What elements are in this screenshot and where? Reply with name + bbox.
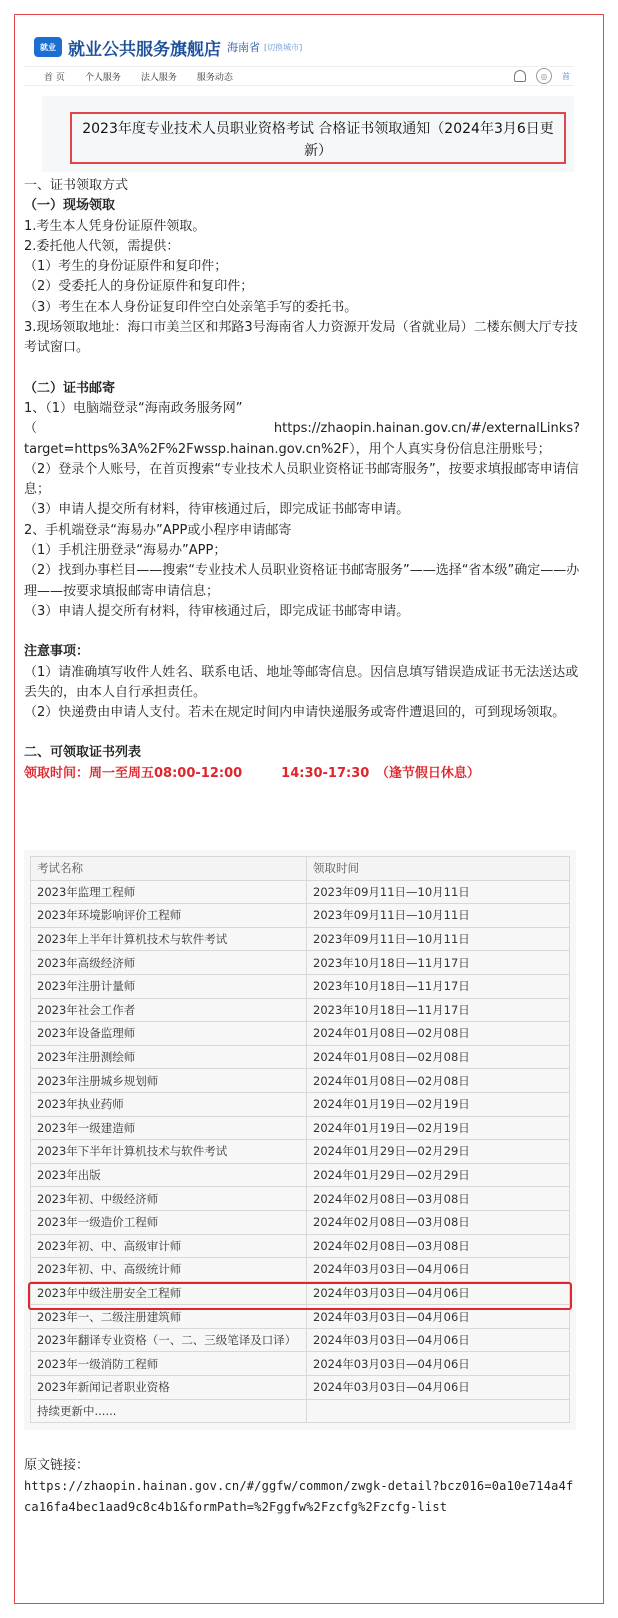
nav-home[interactable]: 首 页 [44,72,65,83]
exam-name-cell: 2023年注册计量师 [31,974,307,998]
pickup-time-cell: 2023年10月18日—11月17日 [307,974,570,998]
exam-name-cell: 2023年下半年计算机技术与软件考试 [31,1140,307,1164]
pickup-time: 领取时间：周一至周五08:00-12:00 14:30-17:30 （逢节假日休息） [24,765,480,781]
table-header-row [31,857,570,881]
source-label: 原文链接： [24,1458,90,1473]
nav-news[interactable]: 服务动态 [196,72,233,83]
table-row [31,927,570,951]
exam-name-cell: 2023年监理工程师 [31,880,307,904]
avatar[interactable]: ◎ [536,68,552,84]
exam-name-cell: 2023年一、二级注册建筑师 [31,1305,307,1329]
pickup-time-cell: 2024年03月03日—04月06日 [307,1305,570,1329]
external-link-text[interactable]: （ https://zhaopin.hainan.gov.cn/#/externalLinks?target=https%3A%2F%2Fwssp.hainan.gov.cn%2F），用个人真实身份信息注册账号； [24,421,580,457]
article-body [24,176,580,784]
column-header-time: 领取时间 [307,857,570,881]
footer [24,1456,580,1517]
table-row [31,1210,570,1234]
exam-name-cell: 2023年一级造价工程师 [31,1210,307,1234]
pickup-time-cell: 2024年01月19日—02月19日 [307,1092,570,1116]
table-body [31,880,570,1423]
table-row [31,1045,570,1069]
region-label: 海南省 [227,41,260,54]
exam-name-cell: 2023年初、中、高级审计师 [31,1234,307,1258]
paragraph: 2、手机端登录“海易办”APP或小程序申请邮寄 [24,522,292,538]
pickup-time-cell: 2024年01月08日—02月08日 [307,1022,570,1046]
table-row [31,1163,570,1187]
table-row [31,904,570,928]
exam-name-cell: 2023年一级消防工程师 [31,1352,307,1376]
exam-name-cell: 2023年中级注册安全工程师 [31,1281,307,1305]
table-row [31,1140,570,1164]
table-row [31,998,570,1022]
paragraph: 3.现场领取地址：海口市美兰区和邦路3号海南省人力资源开发局（省就业局）二楼东侧大厅专技考试窗口。 [24,320,578,356]
pickup-time-cell: 2023年10月18日—11月17日 [307,998,570,1022]
bell-icon[interactable] [514,70,526,82]
exam-name-cell: 2023年新闻记者职业资格 [31,1376,307,1400]
table-row [31,1187,570,1211]
pickup-time-cell: 2023年10月18日—11月17日 [307,951,570,975]
pickup-time-cell: 2024年01月19日—02月19日 [307,1116,570,1140]
exam-name-cell: 2023年初、中级经济师 [31,1187,307,1211]
paragraph: 1.考生本人凭身份证原件领取。 [24,218,206,234]
exam-name-cell: 2023年注册测绘师 [31,1045,307,1069]
pickup-time-cell: 2024年03月03日—04月06日 [307,1328,570,1352]
table-row [31,1022,570,1046]
certificate-table [30,856,570,1423]
pickup-time-cell: 2024年01月29日—02月29日 [307,1163,570,1187]
source-link[interactable]: https://zhaopin.hainan.gov.cn/#/ggfw/common/zwgk-detail?bcz016=0a10e714a4fca16fa4bec1aad9c8c4b1&formPath=%2Fggfw%2Fzcfg%2Fzcfg-list [24,1479,574,1514]
table-row [31,951,570,975]
nav-right [514,68,574,84]
exam-name-cell: 2023年社会工作者 [31,998,307,1022]
site-header [34,28,584,66]
exam-name-cell: 2023年高级经济师 [31,951,307,975]
pickup-time-cell: 2024年01月08日—02月08日 [307,1045,570,1069]
switch-city-link[interactable]: [切换城市] [264,42,303,52]
paragraph: 1、（1）电脑端登录“海南政务服务网” [24,400,243,416]
pickup-time-cell: 2024年02月08日—03月08日 [307,1210,570,1234]
exam-name-cell: 2023年执业药师 [31,1092,307,1116]
table-row [31,1069,570,1093]
site-title[interactable]: 就业公共服务旗舰店 [68,39,221,60]
subsection-heading: （一）现场领取 [24,198,116,214]
exam-name-cell: 2023年上半年计算机技术与软件考试 [31,927,307,951]
pickup-time-cell [307,1399,570,1423]
table-row [31,974,570,998]
exam-name-cell: 2023年设备监理师 [31,1022,307,1046]
pickup-time-cell: 2024年03月03日—04月06日 [307,1352,570,1376]
paragraph: （2）受委托人的身份证原件和复印件； [24,279,254,295]
main-nav [24,66,574,86]
table-row [31,1399,570,1423]
pickup-time-cell: 2023年09月11日—10月11日 [307,880,570,904]
exam-name-cell: 2023年翻译专业资格（一、二、三级笔译及口译） [31,1328,307,1352]
pickup-time-cell: 2024年01月08日—02月08日 [307,1069,570,1093]
site-logo[interactable]: 就业 [34,37,62,57]
table-row [31,1116,570,1140]
table-row [31,880,570,904]
exam-name-cell: 2023年注册城乡规划师 [31,1069,307,1093]
table-row [31,1328,570,1352]
highlight-box [28,1282,572,1310]
table-row [31,1376,570,1400]
pickup-time-cell: 2024年03月03日—04月06日 [307,1258,570,1282]
paragraph: （2）找到办事栏目——搜索“专业技术人员职业资格证书邮寄服务”——选择“省本级”确定——办理——按要求填报邮寄申请信息； [24,563,580,599]
notes-heading: 注意事项： [24,644,90,660]
table-row [31,1258,570,1282]
paragraph: （1）请准确填写收件人姓名、联系电话、地址等邮寄信息。因信息填写错误造成证书无法送达或丢失的，由本人自行承担责任。 [24,664,579,700]
exam-name-cell: 2023年初、中、高级统计师 [31,1258,307,1282]
paragraph: （1）考生的身份证原件和复印件； [24,259,228,275]
exam-name-cell: 持续更新中...... [31,1399,307,1423]
pickup-time-cell: 2023年09月11日—10月11日 [307,927,570,951]
subsection-heading: （二）证书邮寄 [24,380,116,396]
nav-tail[interactable]: 首 [562,71,570,81]
exam-name-cell: 2023年环境影响评价工程师 [31,904,307,928]
pickup-time-cell: 2024年02月08日—03月08日 [307,1234,570,1258]
paragraph: （1）手机注册登录“海易办”APP； [24,543,227,559]
pickup-time-cell: 2023年09月11日—10月11日 [307,904,570,928]
paragraph: 2.委托他人代领，需提供： [24,238,180,254]
section-heading: 二、可领取证书列表 [24,745,142,761]
pickup-time-cell: 2024年03月03日—04月06日 [307,1281,570,1305]
nav-personal[interactable]: 个人服务 [84,72,121,83]
table-row [31,1352,570,1376]
table-row [31,1092,570,1116]
page-title: 2023年度专业技术人员职业资格考试 合格证书领取通知（2024年3月6日更新） [70,112,566,164]
paragraph: （3）申请人提交所有材料，待审核通过后，即完成证书邮寄申请。 [24,603,410,619]
pickup-time-cell: 2024年03月03日—04月06日 [307,1376,570,1400]
section-heading: 一、证书领取方式 [24,178,129,193]
paragraph: （2）登录个人账号，在首页搜索“专业技术人员职业资格证书邮寄服务”，按要求填报邮寄申请信息； [24,461,579,498]
exam-name-cell: 2023年出版 [31,1163,307,1187]
pickup-time-cell: 2024年02月08日—03月08日 [307,1187,570,1211]
table-row [31,1234,570,1258]
column-header-exam: 考试名称 [31,857,307,881]
paragraph: （2）快递费由申请人支付。若未在规定时间内申请快递服务或寄件遭退回的，可到现场领取。 [24,705,566,721]
paragraph: （3）考生在本人身份证复印件空白处亲笔手写的委托书。 [24,299,358,315]
nav-corporate[interactable]: 法人服务 [140,72,177,83]
paragraph: （3）申请人提交所有材料，待审核通过后，即完成证书邮寄申请。 [24,502,410,518]
exam-name-cell: 2023年一级建造师 [31,1116,307,1140]
pickup-time-cell: 2024年01月29日—02月29日 [307,1140,570,1164]
